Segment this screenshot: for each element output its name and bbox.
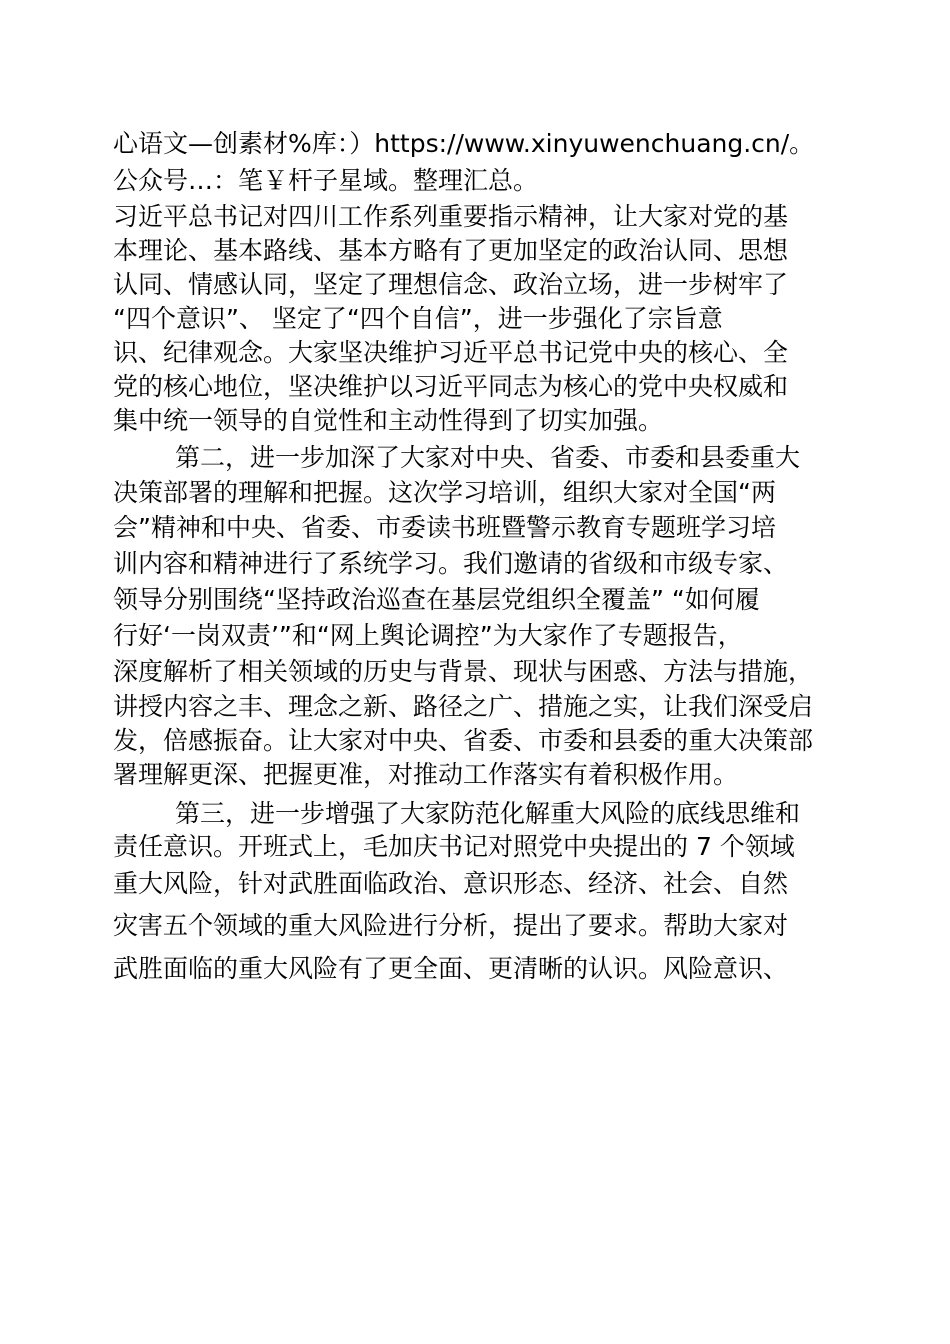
text-line: 署理解更深、把握更准，对推动工作落实有着积极作用。 (113, 760, 739, 789)
text-line: 深度解析了相关领域的历史与背景、现状与困惑、方法与措施， (113, 657, 814, 686)
text-line: 党的核心地位，坚决维护以习近平同志为核心的党中央权威和 (113, 372, 789, 401)
text-line: 集中统一领导的自觉性和主动性得到了切实加强。 (113, 406, 664, 435)
text-line: 责任意识。开班式上，毛加庆书记对照党中央提出的 7 个领域 (113, 832, 795, 861)
text-line: 心语文—创素材%库：）https://www.xinyuwenchuang.cn/。 (113, 129, 815, 158)
text-line: 发，倍感振奋。让大家对中央、省委、市委和县委的重大决策部 (113, 726, 814, 755)
text-line: 公众号…：笔￥杆子星域。整理汇总。 (113, 166, 539, 195)
text-line: 灾害五个领域的重大风险进行分析，提出了要求。帮助大家对 (113, 911, 789, 940)
text-line: 本理论、基本路线、基本方略有了更加坚定的政治认同、思想 (113, 236, 789, 265)
text-line: 行好‘一岗双责’”和“网上舆论调控”为大家作了专题报告， (113, 621, 743, 650)
text-line: 识、纪律观念。大家坚决维护习近平总书记党中央的核心、全 (113, 338, 789, 367)
text-line: 习近平总书记对四川工作系列重要指示精神，让大家对党的基 (113, 202, 789, 231)
text-line: 讲授内容之丰、理念之新、路径之广、措施之实，让我们深受启 (113, 692, 814, 721)
text-line: 认同、情感认同，坚定了理想信念、政治立场，进一步树牢了 (113, 270, 789, 299)
text-line: 决策部署的理解和把握。这次学习培训，组织大家对全国“两 (113, 478, 776, 507)
text-line: 武胜面临的重大风险有了更全面、更清晰的认识。风险意识、 (113, 954, 789, 983)
paragraph-2-start: 第二，进一步加深了大家对中央、省委、市委和县委重大 (175, 443, 801, 472)
text-line: 会”精神和中央、省委、市委读书班暨警示教育专题班学习培 (113, 513, 776, 542)
text-line: 领导分别围绕“坚持政治巡查在基层党组织全覆盖” “如何履 (113, 585, 760, 614)
text-line: 训内容和精神进行了系统学习。我们邀请的省级和市级专家、 (113, 549, 789, 578)
paragraph-3-start: 第三，进一步增强了大家防范化解重大风险的底线思维和 (175, 799, 801, 828)
text-line: 重大风险，针对武胜面临政治、意识形态、经济、社会、自然 (113, 869, 789, 898)
text-line: “四个意识”、 坚定了“四个自信”，进一步强化了宗旨意 (113, 304, 723, 333)
